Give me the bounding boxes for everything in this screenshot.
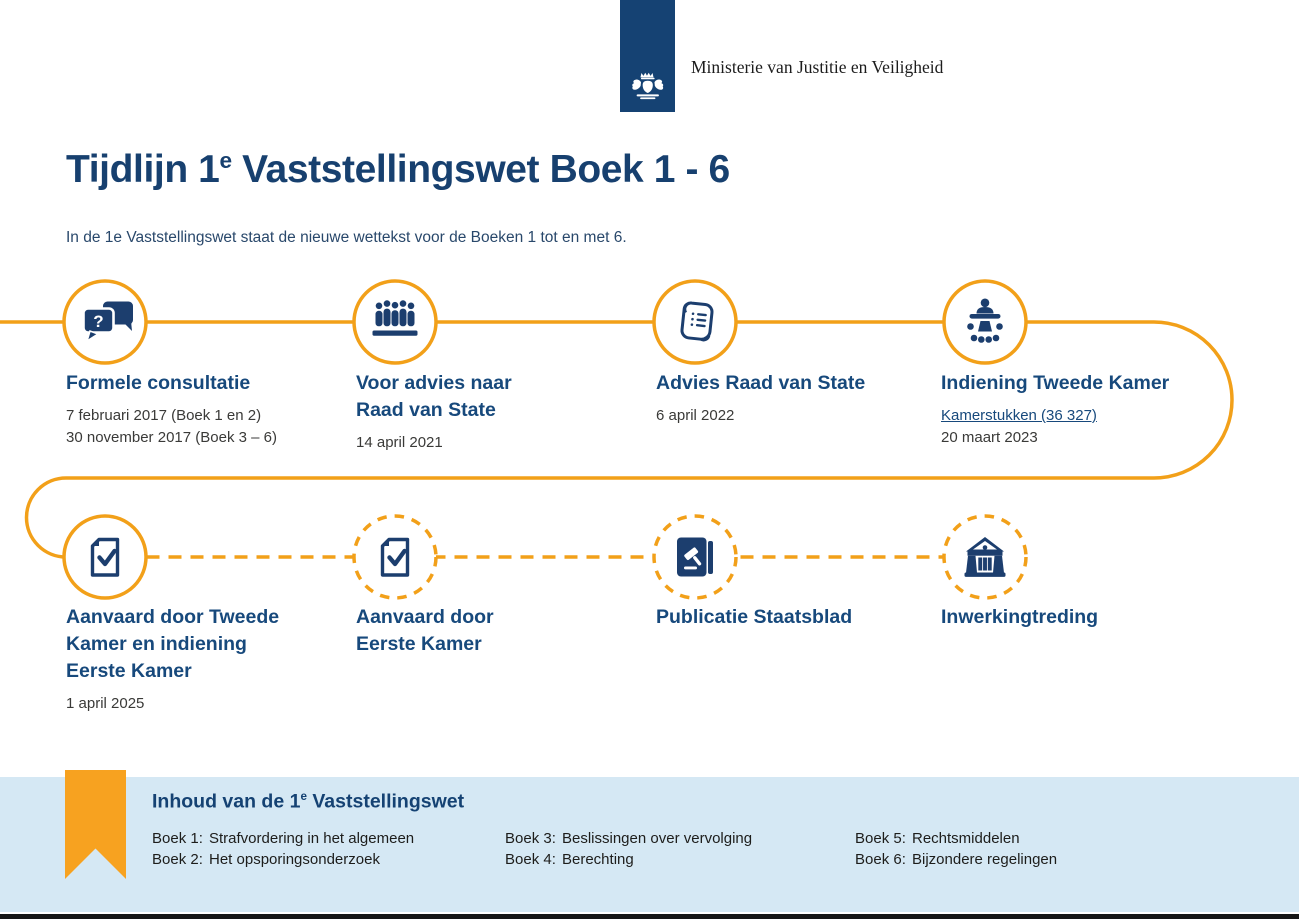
event-dates: 1 april 2025 [66, 695, 145, 712]
book-item: Boek 3: Beslissingen over vervolging [505, 830, 753, 847]
event-inwerkingtreding [941, 604, 1226, 631]
event-dates: 14 april 2021 [356, 434, 443, 451]
svg-text:?: ? [93, 312, 104, 331]
event-title: Indiening Tweede Kamer [941, 372, 1170, 394]
milestone-3-circle [654, 281, 736, 363]
book-list-column-3 [855, 829, 1057, 870]
bottom-edge [0, 914, 1299, 919]
book-item: Boek 1: Strafvordering in het algemeen [152, 830, 415, 847]
event-dates: 7 februari 2017 (Boek 1 en 2) 30 november 2017 (Boek 3 – 6) [66, 407, 277, 446]
document-check-icon [383, 540, 408, 576]
book-list-column-1 [152, 829, 414, 870]
page-subtitle: In de 1e Vaststellingswet staat de nieuwe wettekst voor de Boeken 1 tot en met 6. [66, 229, 627, 246]
ministry-name: Ministerie van Justitie en Veiligheid [691, 57, 944, 77]
book-item: Boek 2: Het opsporingsonderzoek [152, 850, 380, 868]
event-indiening-tweede-kamer [941, 370, 1226, 449]
event-title: Publicatie Staatsblad [656, 606, 853, 628]
event-title: Formele consultatie [66, 372, 251, 394]
event-title: Aanvaard door Tweede Kamer en indiening Eerste Kamer [66, 606, 280, 682]
page-title: Tijdlijn 1e Vaststellingswet Boek 1 - 6 [66, 148, 730, 191]
milestone-8-circle [944, 516, 1026, 598]
event-voor-advies-raad-van-state [356, 370, 641, 454]
event-formele-consultatie [66, 370, 351, 448]
book-list-column-2 [505, 829, 752, 870]
event-publicatie-staatsblad [656, 604, 941, 631]
event-title: Advies Raad van State [656, 372, 866, 394]
book-item: Boek 5: Rechtsmiddelen [855, 830, 1020, 847]
kamerstukken-link[interactable]: Kamerstukken (36 327) [941, 407, 1097, 424]
event-aanvaard-tweede-kamer [66, 604, 351, 715]
event-title: Aanvaard door Eerste Kamer [356, 606, 494, 655]
rijksoverheid-logo-bar [620, 0, 675, 112]
document-check-icon [93, 540, 118, 576]
event-dates: 6 april 2022 [656, 407, 735, 424]
footer-heading: Inhoud van de 1e Vaststellingswet [152, 790, 465, 813]
event-aanvaard-eerste-kamer [356, 604, 641, 658]
event-advies-raad-van-state [656, 370, 941, 427]
book-item: Boek 4: Berechting [505, 850, 634, 868]
event-title: Voor advies naar Raad van State [356, 372, 512, 421]
book-item: Boek 6: Bijzondere regelingen [855, 850, 1058, 868]
coat-of-arms-icon [627, 68, 669, 104]
event-dates: 20 maart 2023 [941, 429, 1038, 446]
event-title: Inwerkingtreding [941, 606, 1099, 628]
